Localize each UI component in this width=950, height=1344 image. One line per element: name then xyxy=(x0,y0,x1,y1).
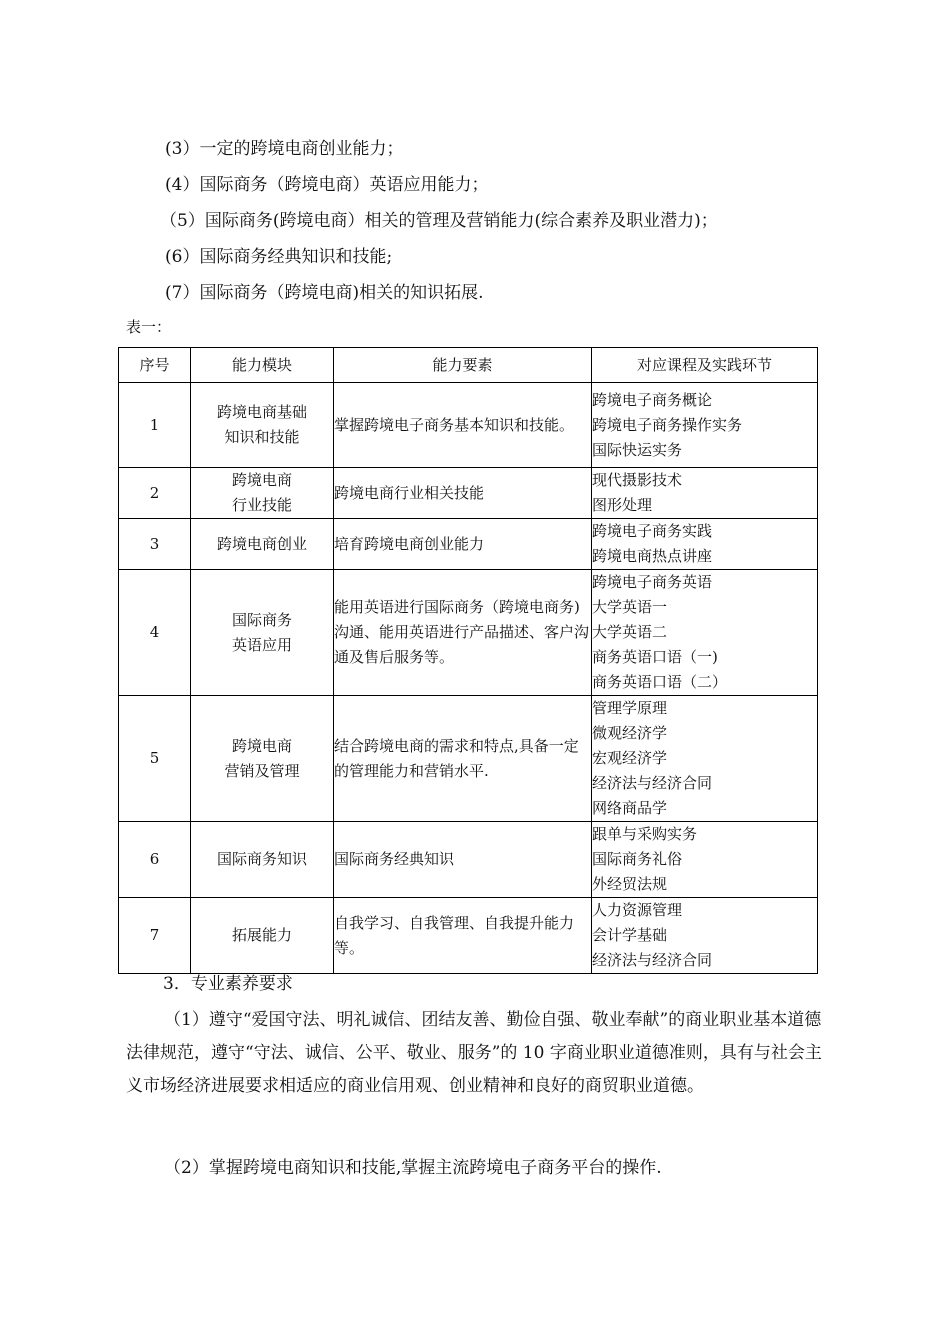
course-item: 跨境电子商务操作实务 xyxy=(592,415,743,434)
table-row xyxy=(119,570,818,696)
ability-element: 国际商务经典知识 xyxy=(334,822,592,898)
course-list xyxy=(592,898,818,974)
row-number: 1 xyxy=(119,383,191,468)
course-item: 跨境电子商务实践 xyxy=(592,522,713,540)
course-item: 跨境电子商务概论 xyxy=(592,390,713,409)
table-caption: 表一： xyxy=(126,318,172,336)
table-row xyxy=(119,696,818,822)
course-list xyxy=(592,696,818,822)
course-item: 宏观经济学 xyxy=(592,749,668,767)
course-item: 跨境电子商务英语 xyxy=(592,573,713,591)
ability-module: 跨境电商基础 知识和技能 xyxy=(191,383,334,468)
row-number: 7 xyxy=(119,898,191,974)
column-header: 序号 xyxy=(119,348,191,383)
course-item: 网络商品学 xyxy=(592,799,668,817)
course-item: 商务英语口语（一) xyxy=(592,648,718,666)
course-item: 经济法与经济合同 xyxy=(592,951,713,969)
ability-module: 跨境电商创业 xyxy=(191,519,334,570)
course-item: 微观经济学 xyxy=(592,724,668,742)
body-paragraph: （1）遵守“爱国守法、明礼诚信、团结友善、勤俭自强、敬业奉献”的商业职业基本道德法律规范，遵守“守法、诚信、公平、敬业、服务”的 10 字商业职业道德准则，具有与社会主义市场经济进展要求相适应的商业信用观、创业精神和良好的商贸职业道德。 xyxy=(126,1010,822,1096)
ability-element: 能用英语进行国际商务（跨境电商务)沟通、能用英语进行产品描述、客户沟通及售后服务等。 xyxy=(334,570,592,696)
course-item: 大学英语一 xyxy=(592,598,668,616)
ability-element: 自我学习、自我管理、自我提升能力等。 xyxy=(334,898,592,974)
ability-module: 跨境电商 营销及管理 xyxy=(191,696,334,822)
ability-element: 结合跨境电商的需求和特点,具备一定的管理能力和营销水平. xyxy=(334,696,592,822)
course-item: 跟单与采购实务 xyxy=(592,825,698,843)
course-list xyxy=(592,468,818,519)
ability-module: 国际商务知识 xyxy=(191,822,334,898)
ability-element: 培育跨境电商创业能力 xyxy=(334,519,592,570)
list-item: (7）国际商务（跨境电商)相关的知识拓展. xyxy=(165,283,484,303)
course-item: 国际商务礼俗 xyxy=(592,850,683,868)
course-item: 管理学原理 xyxy=(592,699,668,717)
course-list xyxy=(592,383,818,468)
list-item: (3）一定的跨境电商创业能力； xyxy=(165,139,404,159)
course-item: 现代摄影技术 xyxy=(592,471,683,489)
list-item: （5）国际商务(跨境电商）相关的管理及营销能力(综合素养及职业潜力)； xyxy=(160,211,718,231)
course-list xyxy=(592,519,818,570)
row-number: 5 xyxy=(119,696,191,822)
table-row xyxy=(119,383,818,468)
course-item: 外经贸法规 xyxy=(592,875,668,893)
course-list xyxy=(592,570,818,696)
column-header: 能力模块 xyxy=(191,348,334,383)
ability-element: 跨境电商行业相关技能 xyxy=(334,468,592,519)
column-header: 对应课程及实践环节 xyxy=(592,348,818,383)
row-number: 2 xyxy=(119,468,191,519)
column-header: 能力要素 xyxy=(334,348,592,383)
ability-element: 掌握跨境电子商务基本知识和技能。 xyxy=(334,383,592,468)
course-item: 大学英语二 xyxy=(592,623,668,641)
course-item: 图形处理 xyxy=(592,496,653,514)
course-item: 人力资源管理 xyxy=(592,901,683,919)
course-item: 会计学基础 xyxy=(592,926,668,944)
ability-module: 拓展能力 xyxy=(191,898,334,974)
course-item: 国际快运实务 xyxy=(592,440,683,459)
row-number: 6 xyxy=(119,822,191,898)
body-paragraph: （2）掌握跨境电商知识和技能,掌握主流跨境电子商务平台的操作. xyxy=(164,1158,662,1178)
table-row xyxy=(119,898,818,974)
section-heading: 3．专业素养要求 xyxy=(163,974,293,994)
table-header-row xyxy=(119,348,818,383)
row-number: 4 xyxy=(119,570,191,696)
list-item: (6）国际商务经典知识和技能; xyxy=(165,247,393,267)
course-list xyxy=(592,822,818,898)
course-item: 商务英语口语（二） xyxy=(592,673,728,691)
ability-module: 跨境电商 行业技能 xyxy=(191,468,334,519)
ability-module: 国际商务 英语应用 xyxy=(191,570,334,696)
table-row xyxy=(119,468,818,519)
course-item: 跨境电商热点讲座 xyxy=(592,547,713,565)
table-row xyxy=(119,822,818,898)
row-number: 3 xyxy=(119,519,191,570)
table-row xyxy=(119,519,818,570)
list-item: (4）国际商务（跨境电商）英语应用能力； xyxy=(165,175,489,195)
ability-table xyxy=(118,347,818,974)
course-item: 经济法与经济合同 xyxy=(592,774,713,792)
